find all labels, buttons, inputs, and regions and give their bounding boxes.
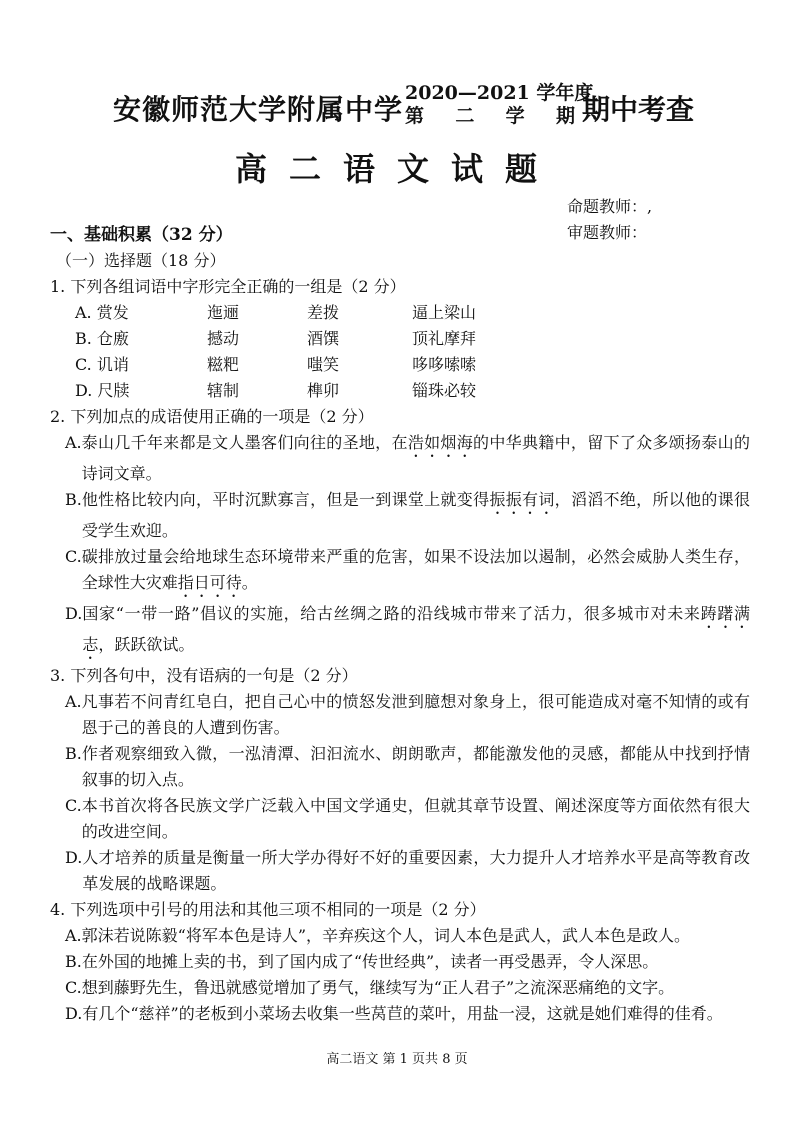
option-text: 人才培养的质量是衡量一所大学办得好不好的重要因素，大力提升人才培养水平是高等教育改革发展的战略课题。 (82, 848, 750, 893)
semester-char: 二 (455, 105, 475, 127)
option-row-d (75, 378, 750, 404)
school-name: 安徽师范大学附属中学 (113, 93, 404, 126)
option-row-a (75, 300, 750, 326)
question-2-option-b (65, 487, 750, 544)
option-word: 辖制 (207, 381, 240, 400)
page-title: 高二语文试题 (234, 150, 559, 188)
semester-char: 期 (555, 105, 575, 127)
option-word: D. 尺牍 (75, 381, 130, 400)
option-text: 他性格比较内向，平时沉默寡言，但是一到课堂上就变得振振有词，滔滔不绝，所以他的课很受学生欢迎。 (81, 490, 750, 540)
reviewer-label: 审题教师： (567, 223, 648, 242)
option-text: 碳排放过量会给地球生态环境带来严重的危害，如果不设法加以遏制，必然会威胁人类生存，全球性大灾难指日可待。 (81, 547, 750, 592)
option-word: C. 讥诮 (75, 355, 129, 374)
question-2-stem: 2. 下列加点的成语使用正确的一项是（2 分） (50, 407, 374, 426)
option-text: 作者观察细致入微，一泓清潭、汩汩流水、朗朗歌声，都能激发他的灵感，都能从中找到抒情叙事的切入点。 (81, 744, 750, 789)
option-text: 想到藤野先生，鲁迅就感觉增加了勇气，继续写为“正人君子”之流深恶痛绝的文字。 (81, 978, 675, 997)
option-word: 撼动 (207, 329, 240, 348)
school-year: 2020—2021 学年度 (405, 82, 594, 104)
semester-char: 第 (405, 105, 425, 127)
option-label: A. (65, 926, 82, 945)
semester-char: 学 (505, 105, 525, 127)
exam-type: 期中考查 (582, 93, 695, 126)
section-title: 一、基础积累（32 分） (50, 225, 233, 245)
option-word: 逼上梁山 (412, 303, 477, 322)
option-word: 糍粑 (207, 355, 240, 374)
dotted-idiom: 指日可待 (177, 573, 242, 592)
dotted-idiom: 振振有词 (489, 490, 555, 509)
option-text: 国家“一带一路”倡议的实施，给古丝绸之路的沿线城市带来了活力，很多城市对未来踌躇满志，跃跃欲试。 (82, 604, 750, 654)
question-3-option-d (65, 845, 750, 897)
question-4-stem: 4. 下列选项中引号的用法和其他三项不相同的一项是（2 分） (50, 900, 486, 919)
term-box (405, 82, 605, 128)
option-label: D. (65, 604, 83, 623)
option-label: C. (65, 796, 82, 815)
option-word: 榫卯 (307, 381, 340, 400)
option-label: D. (65, 848, 83, 867)
option-text: 有几个“慈祥”的老板到小菜场去收集一些莴苣的菜叶，用盐一浸，这就是她们难得的佳肴。 (82, 1004, 723, 1023)
subsection-title: （一）选择题（18 分） (56, 251, 226, 270)
option-word: 差拨 (307, 303, 340, 322)
question-2-option-c (65, 544, 750, 601)
option-word: A. 赏发 (75, 303, 129, 322)
dotted-idiom: 踌躇满志 (82, 604, 750, 654)
option-word: 锱珠必较 (412, 381, 477, 400)
option-label: A. (65, 692, 82, 711)
question-4-option-a (65, 923, 750, 949)
option-label: B. (65, 952, 82, 971)
option-text: 凡事若不问青红皂白，把自己心中的愤怒发泄到臆想对象身上，很可能造成对毫不知情的或有恩于己的善良的人遭到伤害。 (81, 692, 750, 737)
question-1-stem: 1. 下列各组词语中字形完全正确的一组是（2 分） (50, 277, 406, 296)
option-word: B. 仓廒 (75, 329, 129, 348)
option-label: D. (65, 1004, 83, 1023)
option-label: C. (65, 978, 82, 997)
option-label: C. (65, 547, 82, 566)
question-3-option-a (65, 689, 750, 741)
option-text: 郭沫若说陈毅“将军本色是诗人”，辛弃疾这个人，词人本色是武人，武人本色是政人。 (81, 926, 691, 945)
dotted-idiom: 浩如烟海 (407, 433, 474, 452)
option-word: 哆哆嗦嗦 (412, 355, 477, 374)
option-row-b (75, 326, 750, 352)
question-4-option-b (65, 949, 750, 975)
option-row-c (75, 352, 750, 378)
option-word: 迤逦 (207, 303, 240, 322)
option-word: 酒馔 (307, 329, 340, 348)
question-4-option-d (65, 1001, 750, 1027)
semester (405, 104, 575, 128)
setter-label: 命题教师：, (567, 197, 653, 216)
option-text: 在外国的地摊上卖的书，到了国内成了“传世经典”，读者一再受愚弄，令人深思。 (81, 952, 659, 971)
question-1-options (75, 300, 750, 404)
exam-content (50, 222, 750, 1027)
question-2-option-a (65, 430, 750, 487)
question-3-option-c (65, 793, 750, 845)
option-label: B. (65, 744, 82, 763)
option-word: 嗤笑 (307, 355, 340, 374)
option-label: B. (65, 490, 82, 509)
option-text: 泰山几千年来都是文人墨客们向往的圣地，在浩如烟海的中华典籍中，留下了众多颂扬泰山的诗词文章。 (81, 433, 750, 483)
option-word: 顶礼摩拜 (412, 329, 477, 348)
question-3-option-b (65, 741, 750, 793)
question-4-option-c (65, 975, 750, 1001)
page-footer: 高二语文 第 1 页共 8 页 (326, 1052, 468, 1067)
option-label: A. (65, 433, 82, 452)
option-text: 本书首次将各民族文学广泛载入中国文学通史，但就其章节设置、阐述深度等方面依然有很大的改进空间。 (81, 796, 750, 841)
question-2-option-d (65, 601, 750, 663)
question-3-stem: 3. 下列各句中，没有语病的一句是（2 分） (50, 666, 358, 685)
